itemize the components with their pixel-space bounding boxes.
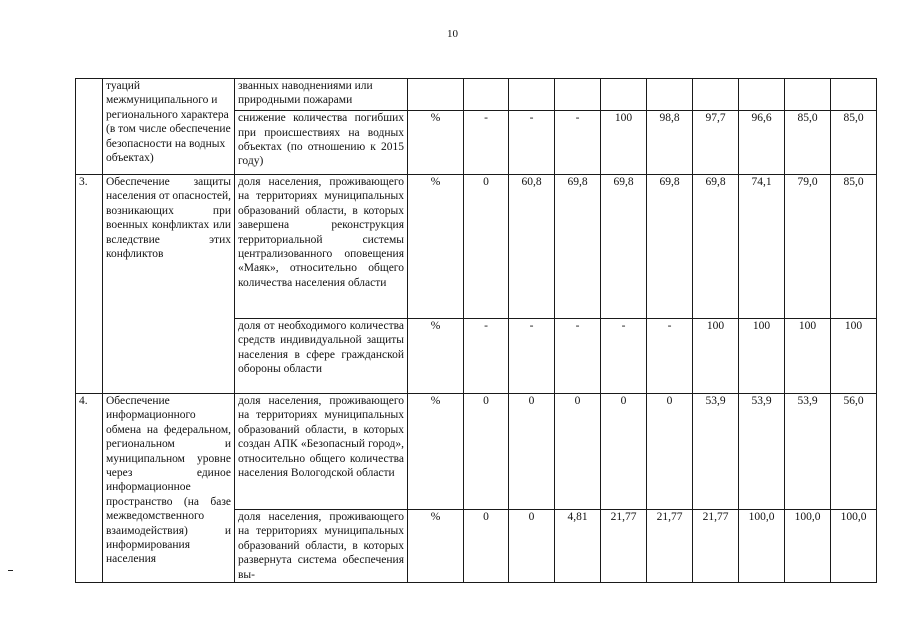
value-cell: 69,8 bbox=[601, 175, 647, 319]
indicator-cell: доля от необходимого количества средств индивидуальной защиты населения в сфере гражданской обороны области bbox=[235, 319, 408, 394]
value-cell: 100 bbox=[739, 319, 785, 394]
unit-cell: % bbox=[408, 319, 464, 394]
row-number bbox=[76, 79, 103, 175]
indicator-cell: доля населения, проживающего на территориях муниципальных образований области, в которых развернута система обеспечения вы- bbox=[235, 510, 408, 583]
value-cell: - bbox=[509, 319, 555, 394]
value-cell bbox=[739, 79, 785, 111]
value-cell: 0 bbox=[555, 394, 601, 510]
indicator-cell: снижение количества погибших при происшествиях на водных объектах (по отношению к 2015 году) bbox=[235, 111, 408, 175]
value-cell bbox=[509, 79, 555, 111]
indicator-cell: доля населения, проживающего на территориях муниципальных образований области, в которых создан АПК «Безопасный город», относительно общего количества населения Вологодской области bbox=[235, 394, 408, 510]
table-row bbox=[76, 394, 877, 510]
value-cell: 97,7 bbox=[693, 111, 739, 175]
indicators-table bbox=[75, 78, 877, 583]
value-cell: 100,0 bbox=[785, 510, 831, 583]
value-cell bbox=[601, 79, 647, 111]
value-cell: 0 bbox=[647, 394, 693, 510]
value-cell bbox=[693, 79, 739, 111]
unit-cell: % bbox=[408, 510, 464, 583]
value-cell bbox=[831, 79, 877, 111]
indicator-cell: доля населения, проживающего на территориях муниципальных образований области, в которых завершена реконструкция территориальной системы централизованного оповещения «Маяк», относительно общего количества населения области bbox=[235, 175, 408, 319]
value-cell: 100 bbox=[693, 319, 739, 394]
scan-margin-mark bbox=[8, 570, 13, 571]
task-cell: Обеспечение защиты населения от опасностей, возникающих при военных конфликтах или вследствие этих конфликтов bbox=[103, 175, 235, 394]
table-row bbox=[76, 79, 877, 111]
row-number: 4. bbox=[76, 394, 103, 583]
value-cell: 21,77 bbox=[601, 510, 647, 583]
value-cell: 0 bbox=[464, 510, 509, 583]
unit-cell: % bbox=[408, 175, 464, 319]
value-cell: 69,8 bbox=[555, 175, 601, 319]
value-cell: 69,8 bbox=[693, 175, 739, 319]
value-cell: 69,8 bbox=[647, 175, 693, 319]
row-number: 3. bbox=[76, 175, 103, 394]
value-cell: 96,6 bbox=[739, 111, 785, 175]
value-cell: 98,8 bbox=[647, 111, 693, 175]
value-cell: 74,1 bbox=[739, 175, 785, 319]
value-cell bbox=[785, 79, 831, 111]
value-cell: - bbox=[464, 111, 509, 175]
value-cell bbox=[647, 79, 693, 111]
value-cell: 100 bbox=[601, 111, 647, 175]
unit-cell: % bbox=[408, 394, 464, 510]
value-cell: - bbox=[555, 319, 601, 394]
table-row bbox=[76, 175, 877, 319]
value-cell: 53,9 bbox=[739, 394, 785, 510]
value-cell: 85,0 bbox=[831, 111, 877, 175]
unit-cell bbox=[408, 79, 464, 111]
value-cell: 0 bbox=[464, 175, 509, 319]
task-cell: туаций межмуниципального и регионального характера (в том числе обеспечение безопасности на водных объектах) bbox=[103, 79, 235, 175]
unit-cell: % bbox=[408, 111, 464, 175]
value-cell: 85,0 bbox=[831, 175, 877, 319]
value-cell: 0 bbox=[509, 510, 555, 583]
page-number: 10 bbox=[447, 28, 458, 40]
value-cell: 21,77 bbox=[693, 510, 739, 583]
value-cell bbox=[555, 79, 601, 111]
value-cell: - bbox=[464, 319, 509, 394]
value-cell: 4,81 bbox=[555, 510, 601, 583]
value-cell: - bbox=[601, 319, 647, 394]
value-cell: 100,0 bbox=[739, 510, 785, 583]
value-cell: 0 bbox=[601, 394, 647, 510]
value-cell: 53,9 bbox=[785, 394, 831, 510]
indicator-cell: званных наводнениями или природными пожарами bbox=[235, 79, 408, 111]
value-cell: 60,8 bbox=[509, 175, 555, 319]
value-cell bbox=[464, 79, 509, 111]
value-cell: - bbox=[509, 111, 555, 175]
value-cell: 100 bbox=[785, 319, 831, 394]
value-cell: 21,77 bbox=[647, 510, 693, 583]
value-cell: 100,0 bbox=[831, 510, 877, 583]
value-cell: 53,9 bbox=[693, 394, 739, 510]
value-cell: - bbox=[555, 111, 601, 175]
value-cell: 85,0 bbox=[785, 111, 831, 175]
value-cell: 0 bbox=[464, 394, 509, 510]
value-cell: 0 bbox=[509, 394, 555, 510]
value-cell: 100 bbox=[831, 319, 877, 394]
value-cell: 79,0 bbox=[785, 175, 831, 319]
value-cell: - bbox=[647, 319, 693, 394]
task-cell: Обеспечение информационного обмена на федеральном, региональном и муниципальном уровне через единое информационное пространство (на базе межведомственного взаимодействия) и информирования населения bbox=[103, 394, 235, 583]
value-cell: 56,0 bbox=[831, 394, 877, 510]
